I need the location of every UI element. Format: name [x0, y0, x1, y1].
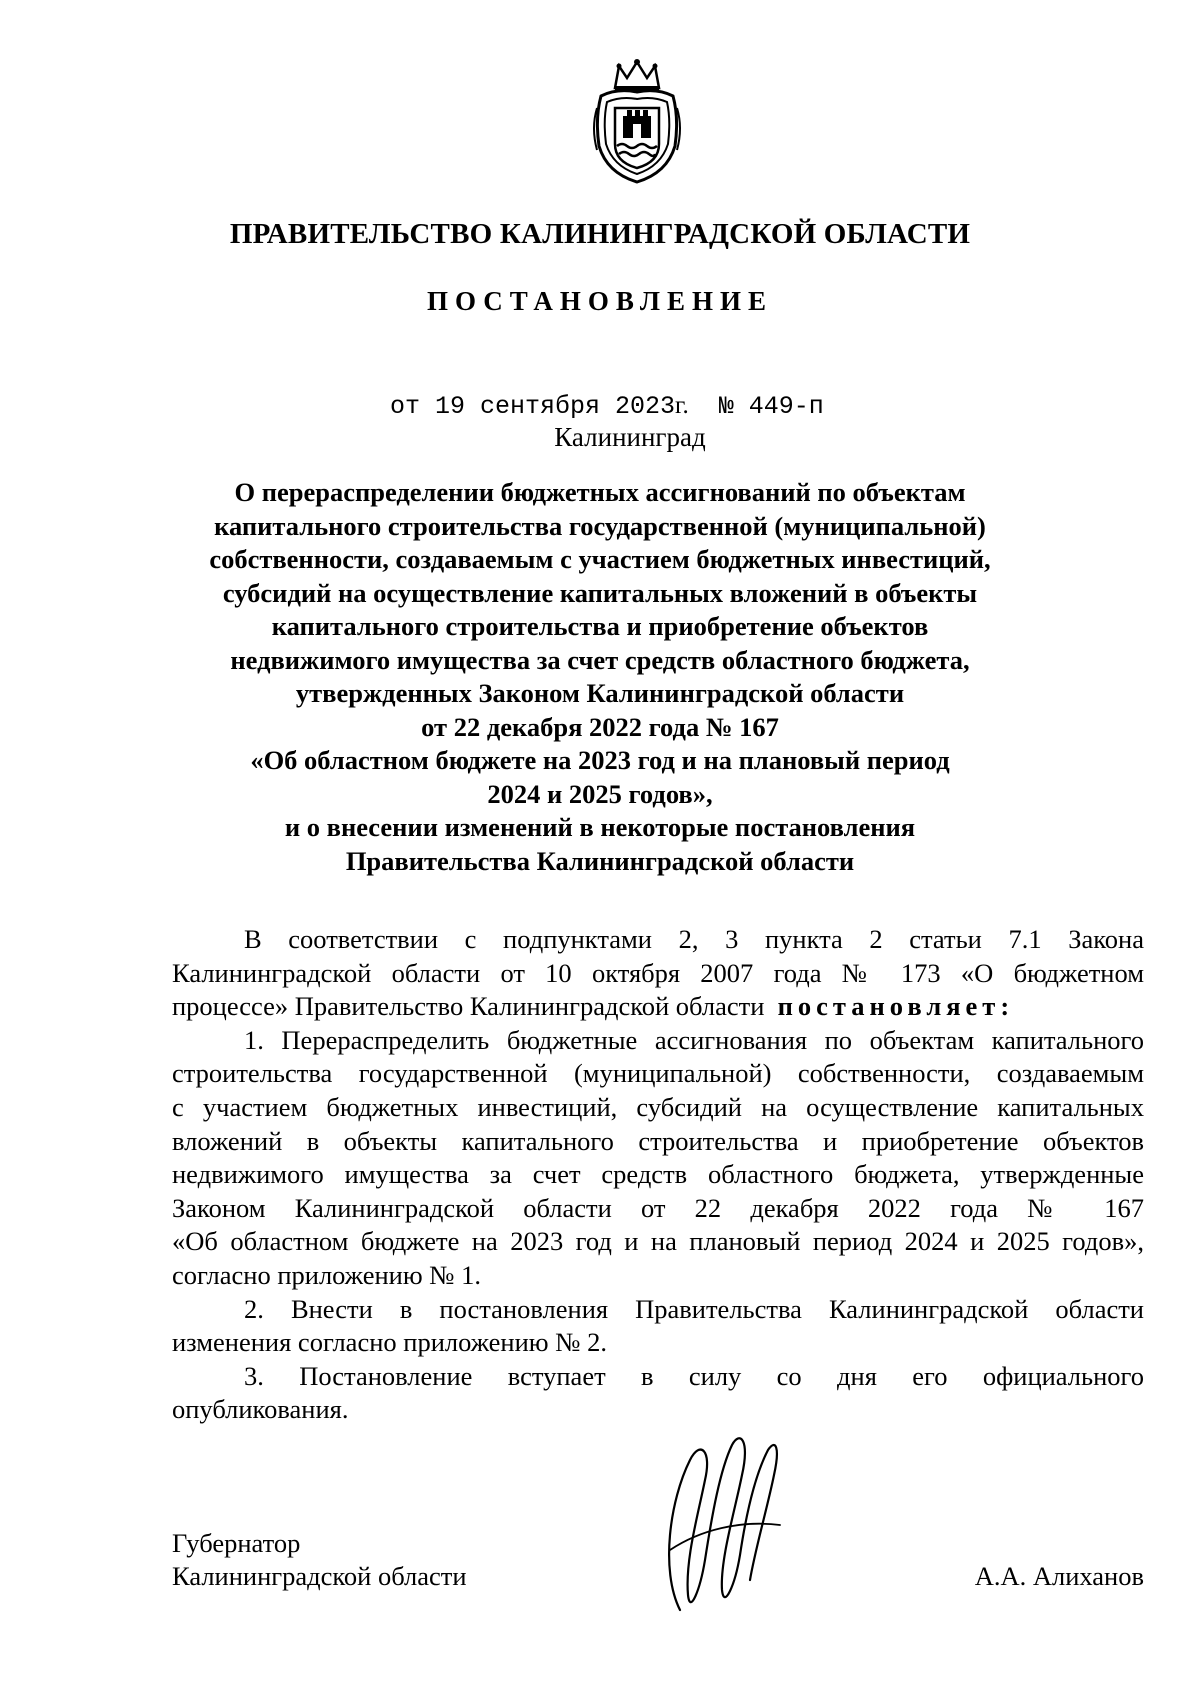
document-body [172, 923, 1144, 1427]
handwritten-signature [650, 1420, 790, 1620]
item-2-line: 2. Внести в постановления Правительства Калининградской области [244, 1293, 1144, 1324]
document-number: № 449-п [718, 392, 824, 421]
title-line: О перераспределении бюджетных ассигнований по объектам [234, 477, 966, 507]
signatory-position [172, 1527, 467, 1593]
title-line: Правительства Калининградской области [345, 845, 855, 876]
item-3-line: 3. Постановление вступает в силу со дня его официального [244, 1360, 1144, 1391]
title-line: недвижимого имущества за счет средств областного бюджета, [230, 644, 970, 675]
item-2-line: изменения согласно приложению № 2. [172, 1327, 607, 1358]
organization-name: ПРАВИТЕЛЬСТВО КАЛИНИНГРАДСКОЙ ОБЛАСТИ [229, 218, 971, 250]
title-line: капитального строительства и приобретение объектов [271, 611, 929, 641]
title-line: капитального строительства государственной (муниципальной) [214, 510, 986, 541]
title-line: собственности, создаваемым с участием бюджетных инвестиций, [209, 544, 991, 574]
position-line-1: Губернатор [172, 1528, 301, 1558]
coat-of-arms-emblem [587, 58, 687, 186]
signatory-name: А.А. Алиханов [974, 1561, 1144, 1591]
preamble-line: В соответствии с подпунктами 2, 3 пункта 2 статьи 7.1 Закона [244, 924, 1144, 954]
item-1-line: строительства государственной (муниципальной) собственности, создаваемым [172, 1058, 1144, 1089]
title-line: субсидий на осуществление капитальных вложений в объекты [222, 577, 978, 608]
item-1-line: недвижимого имущества за счет средств областного бюджета, утвержденные [172, 1159, 1144, 1190]
item-1-line: с участием бюджетных инвестиций, субсидий на осуществление капитальных [172, 1091, 1144, 1122]
item-3-line: опубликования. [172, 1394, 349, 1425]
document-city: Калининград [554, 422, 706, 452]
title-line: 2024 и 2025 годов», [487, 778, 713, 809]
title-line: от 22 декабря 2022 года № 167 [421, 711, 779, 742]
preamble-line-final [172, 990, 1144, 1024]
document-title [200, 476, 1000, 878]
document-date: от 19 сентября 2023 [390, 392, 676, 421]
preamble-text: процессе» Правительство Калининградской области [172, 991, 765, 1022]
title-line: утвержденных Законом Калининградской области [295, 678, 905, 708]
title-line: и о внесении изменений в некоторые постановления [284, 812, 916, 842]
document-type: ПОСТАНОВЛЕНИЕ [426, 286, 774, 316]
item-1-line: «Об областном бюджете на 2023 год и на плановый период 2024 и 2025 годов», [172, 1226, 1144, 1257]
decree-word: постановляет: [777, 991, 1015, 1022]
item-1-line: вложений в объекты капитального строительства и приобретение объектов [172, 1125, 1144, 1156]
date-suffix: г. [675, 392, 689, 419]
item-1-line: согласно приложению № 1. [172, 1259, 482, 1290]
position-line-2: Калининградской области [172, 1561, 467, 1591]
item-1-line: Законом Калининградской области от 22 декабря 2022 года № 167 [172, 1192, 1144, 1223]
document-date-number [390, 392, 824, 421]
title-line: «Об областном бюджете на 2023 год и на плановый период [250, 745, 950, 775]
item-1-line: 1. Перераспределить бюджетные ассигнования по объектам капитального [244, 1024, 1144, 1055]
preamble-line: Калининградской области от 10 октября 2007 года № 173 «О бюджетном [172, 957, 1144, 988]
